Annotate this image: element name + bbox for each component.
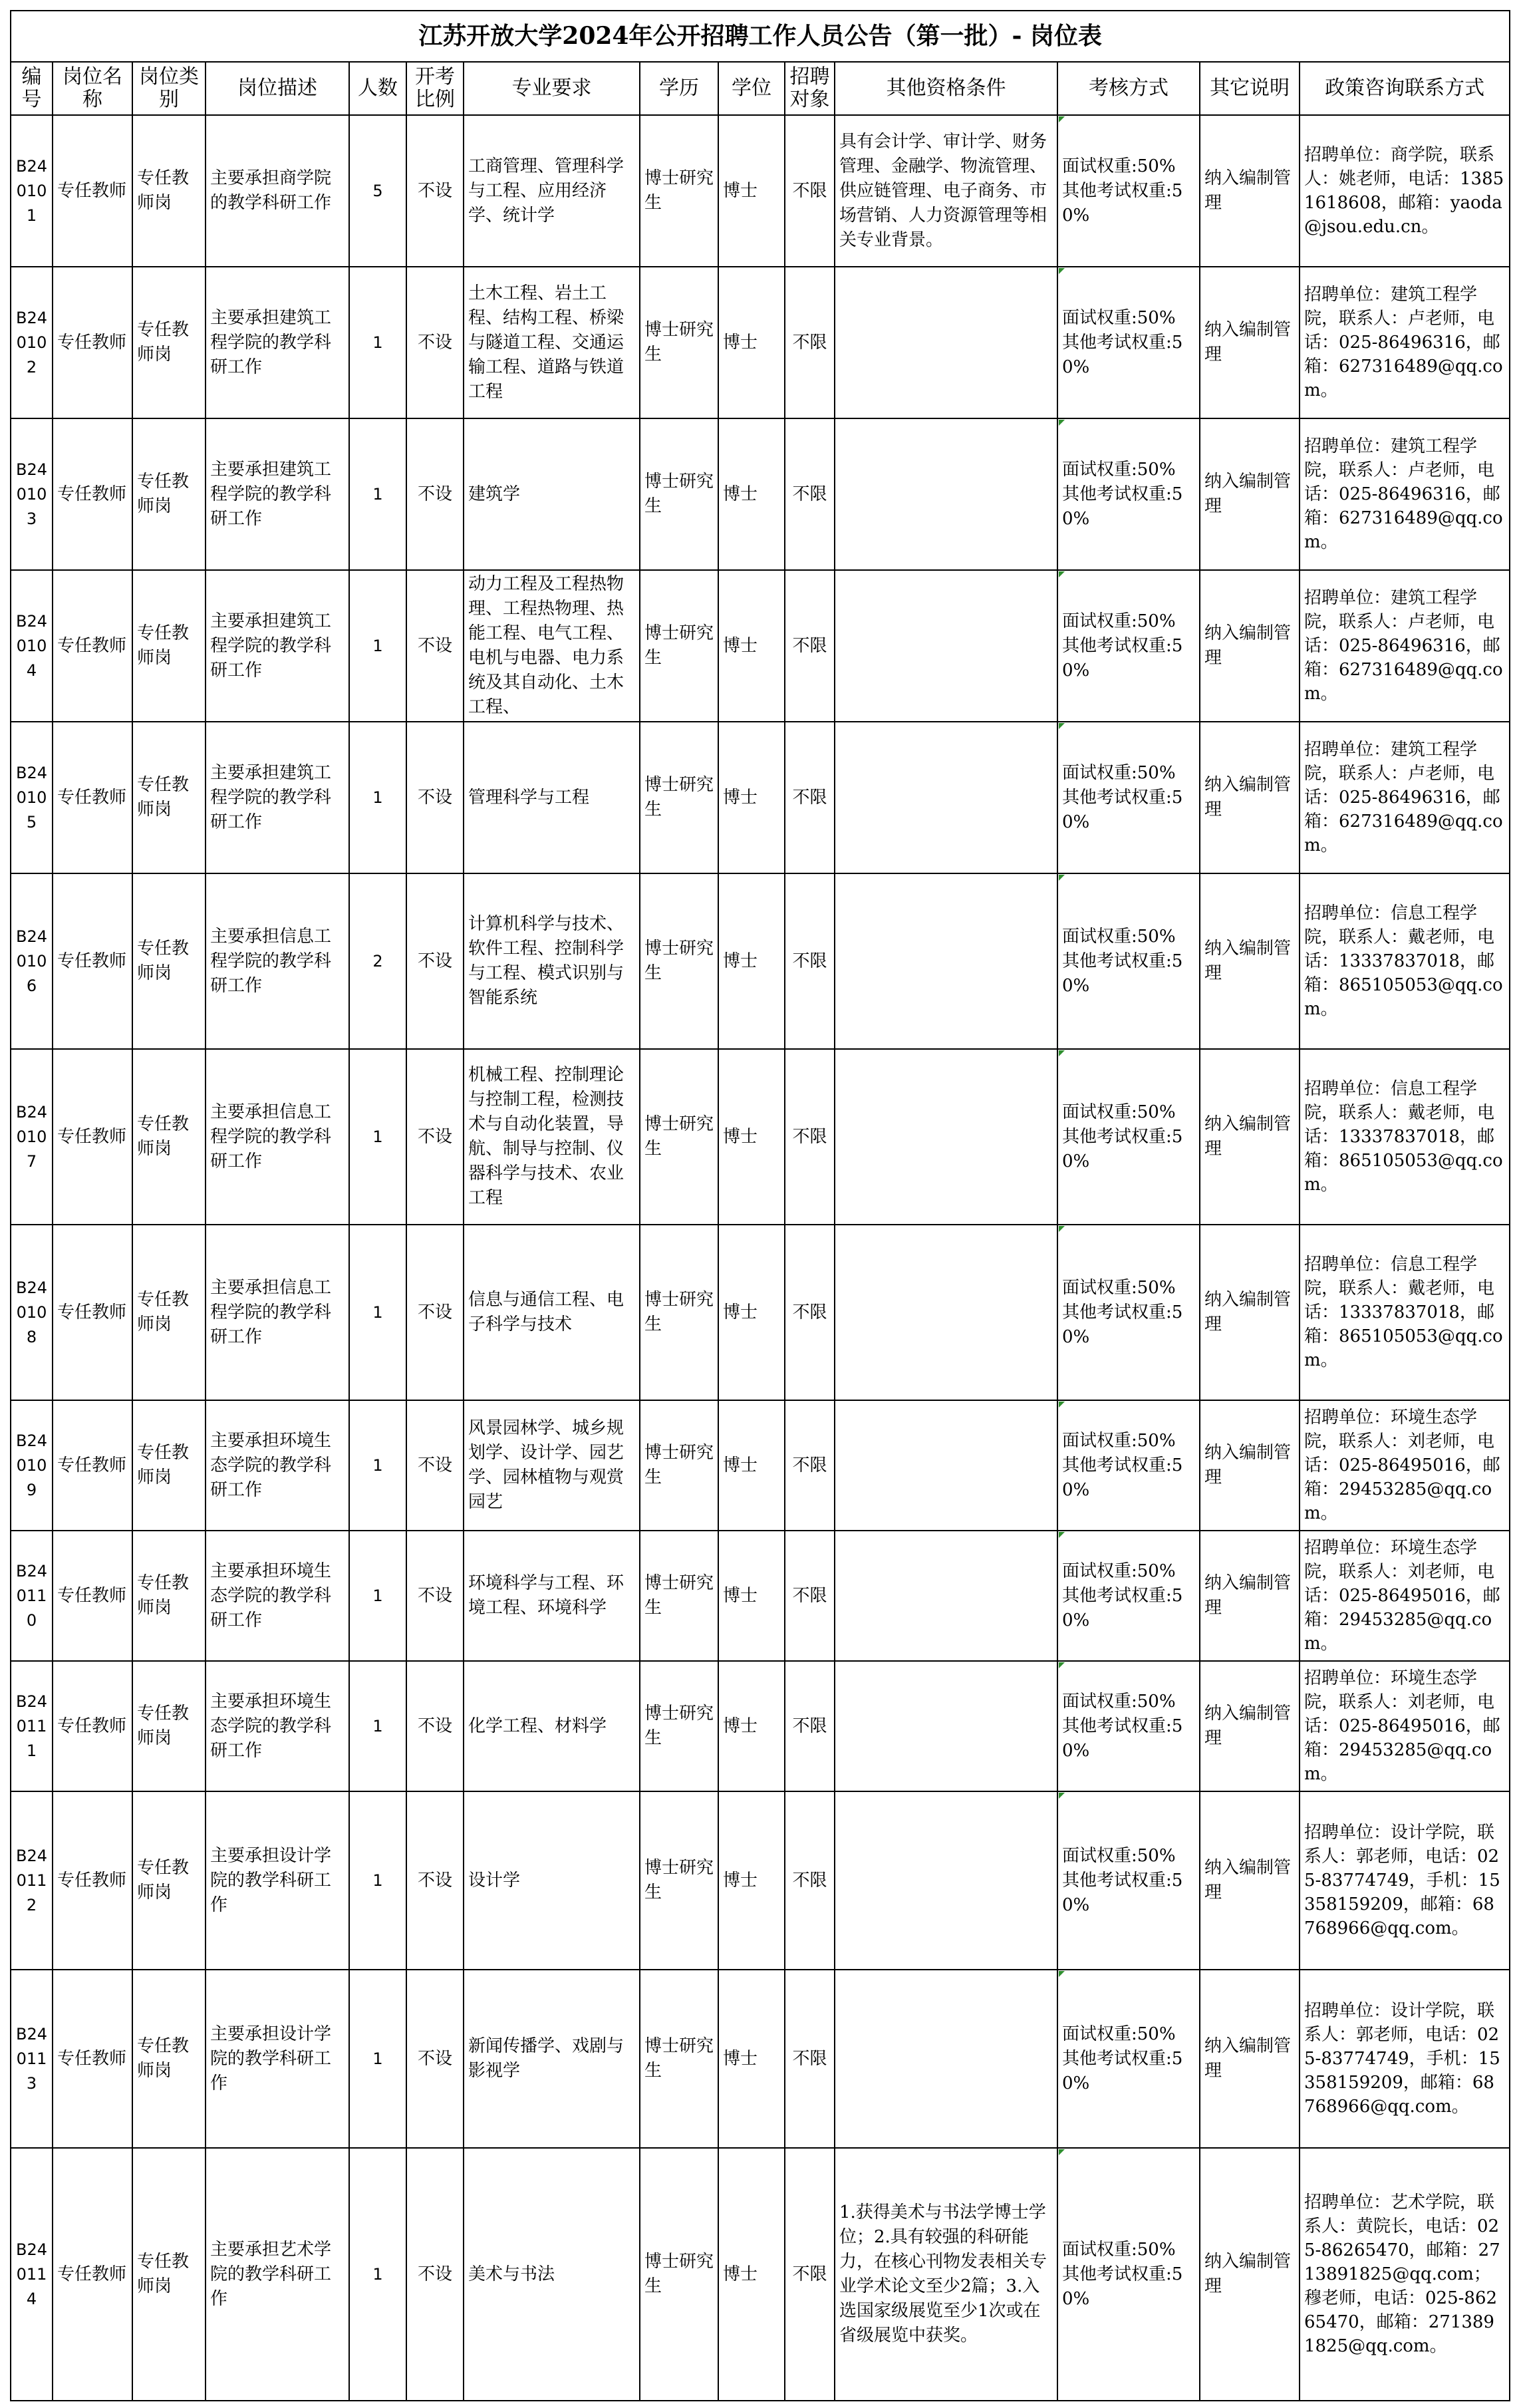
header-exam-method: 考核方式 xyxy=(1057,62,1200,115)
row-other-conditions-cell xyxy=(835,570,1057,722)
row-description-cell: 主要承担建筑工程学院的教学科研工作 xyxy=(206,267,349,418)
row-count-cell: 1 xyxy=(349,1970,406,2148)
row-note-cell: 纳入编制管理 xyxy=(1200,1400,1300,1531)
row-degree-cell: 博士 xyxy=(718,722,785,873)
row-count-cell: 1 xyxy=(349,1791,406,1970)
row-id-cell: B240104 xyxy=(11,570,53,722)
row-other-conditions-cell xyxy=(835,1661,1057,1791)
row-education-cell: 博士研究生 xyxy=(640,873,718,1049)
row-major-cell: 工商管理、管理科学与工程、应用经济学、统计学 xyxy=(464,115,640,267)
row-contact-cell: 招聘单位：环境生态学院，联系人：刘老师，电话：025-86495016，邮箱：29453285@qq.com。 xyxy=(1300,1400,1510,1531)
table-row xyxy=(11,1225,1510,1400)
header-description: 岗位描述 xyxy=(206,62,349,115)
row-degree-cell: 博士 xyxy=(718,418,785,570)
row-target-cell: 不限 xyxy=(785,722,835,873)
table-row xyxy=(11,570,1510,722)
header-row xyxy=(11,62,1510,115)
row-other-conditions-cell xyxy=(835,722,1057,873)
table-row xyxy=(11,1970,1510,2148)
row-count-cell: 1 xyxy=(349,722,406,873)
row-ratio-cell: 不设 xyxy=(406,115,464,267)
row-name-cell: 专任教师 xyxy=(53,115,132,267)
row-name-cell: 专任教师 xyxy=(53,1400,132,1531)
row-category-cell: 专任教师岗 xyxy=(132,2148,206,2401)
row-ratio-cell: 不设 xyxy=(406,1531,464,1661)
row-ratio-cell: 不设 xyxy=(406,1049,464,1225)
header-note: 其它说明 xyxy=(1200,62,1300,115)
row-name-cell: 专任教师 xyxy=(53,1661,132,1791)
table-row xyxy=(11,1049,1510,1225)
row-id-cell: B240108 xyxy=(11,1225,53,1400)
row-degree-cell: 博士 xyxy=(718,1225,785,1400)
row-description-cell: 主要承担商学院的教学科研工作 xyxy=(206,115,349,267)
row-contact-cell: 招聘单位：建筑工程学院，联系人：卢老师，电话：025-86496316，邮箱：627316489@qq.com。 xyxy=(1300,418,1510,570)
row-target-cell: 不限 xyxy=(785,1661,835,1791)
row-other-conditions-cell xyxy=(835,1531,1057,1661)
row-other-conditions-cell xyxy=(835,1225,1057,1400)
row-degree-cell: 博士 xyxy=(718,1661,785,1791)
table-row xyxy=(11,2148,1510,2401)
row-count-cell: 1 xyxy=(349,1661,406,1791)
row-id-cell: B240109 xyxy=(11,1400,53,1531)
row-id-cell: B240114 xyxy=(11,2148,53,2401)
header-education: 学历 xyxy=(640,62,718,115)
row-education-cell: 博士研究生 xyxy=(640,570,718,722)
job-position-table-sheet xyxy=(10,10,1509,2401)
header-target: 招聘对象 xyxy=(785,62,835,115)
row-degree-cell: 博士 xyxy=(718,570,785,722)
table-row xyxy=(11,267,1510,418)
row-count-cell: 1 xyxy=(349,418,406,570)
row-contact-cell: 招聘单位：建筑工程学院，联系人：卢老师，电话：025-86496316，邮箱：627316489@qq.com。 xyxy=(1300,267,1510,418)
row-category-cell: 专任教师岗 xyxy=(132,267,206,418)
row-id-cell: B240102 xyxy=(11,267,53,418)
row-degree-cell: 博士 xyxy=(718,1400,785,1531)
row-ratio-cell: 不设 xyxy=(406,873,464,1049)
row-category-cell: 专任教师岗 xyxy=(132,115,206,267)
row-exam-method-cell: 面试权重:50% 其他考试权重:50% xyxy=(1057,1791,1200,1970)
row-note-cell: 纳入编制管理 xyxy=(1200,570,1300,722)
row-other-conditions-cell xyxy=(835,418,1057,570)
row-name-cell: 专任教师 xyxy=(53,1531,132,1661)
table-row xyxy=(11,1791,1510,1970)
title-row xyxy=(11,11,1510,62)
page-title: 江苏开放大学2024年公开招聘工作人员公告（第一批）- 岗位表 xyxy=(11,11,1510,62)
row-description-cell: 主要承担设计学院的教学科研工作 xyxy=(206,1791,349,1970)
row-name-cell: 专任教师 xyxy=(53,570,132,722)
row-target-cell: 不限 xyxy=(785,418,835,570)
row-education-cell: 博士研究生 xyxy=(640,1049,718,1225)
row-degree-cell: 博士 xyxy=(718,1791,785,1970)
row-id-cell: B240103 xyxy=(11,418,53,570)
row-note-cell: 纳入编制管理 xyxy=(1200,1049,1300,1225)
row-note-cell: 纳入编制管理 xyxy=(1200,418,1300,570)
row-target-cell: 不限 xyxy=(785,1400,835,1531)
row-exam-method-cell: 面试权重:50% 其他考试权重:50% xyxy=(1057,1970,1200,2148)
row-id-cell: B240111 xyxy=(11,1661,53,1791)
row-note-cell: 纳入编制管理 xyxy=(1200,1791,1300,1970)
row-category-cell: 专任教师岗 xyxy=(132,722,206,873)
row-name-cell: 专任教师 xyxy=(53,1049,132,1225)
row-education-cell: 博士研究生 xyxy=(640,1400,718,1531)
row-name-cell: 专任教师 xyxy=(53,418,132,570)
table-row xyxy=(11,722,1510,873)
header-count: 人数 xyxy=(349,62,406,115)
row-id-cell: B240101 xyxy=(11,115,53,267)
row-exam-method-cell: 面试权重:50% 其他考试权重:50% xyxy=(1057,1225,1200,1400)
row-contact-cell: 招聘单位：设计学院，联系人：郭老师，电话：025-83774749，手机：15358159209，邮箱：68768966@qq.com。 xyxy=(1300,1791,1510,1970)
row-contact-cell: 招聘单位：设计学院，联系人：郭老师，电话：025-83774749，手机：15358159209，邮箱：68768966@qq.com。 xyxy=(1300,1970,1510,2148)
row-target-cell: 不限 xyxy=(785,1225,835,1400)
row-exam-method-cell: 面试权重:50% 其他考试权重:50% xyxy=(1057,722,1200,873)
row-degree-cell: 博士 xyxy=(718,873,785,1049)
row-id-cell: B240105 xyxy=(11,722,53,873)
row-id-cell: B240106 xyxy=(11,873,53,1049)
header-contact: 政策咨询联系方式 xyxy=(1300,62,1510,115)
row-count-cell: 1 xyxy=(349,267,406,418)
row-major-cell: 风景园林学、城乡规划学、设计学、园艺学、园林植物与观赏园艺 xyxy=(464,1400,640,1531)
row-count-cell: 1 xyxy=(349,1531,406,1661)
row-name-cell: 专任教师 xyxy=(53,1225,132,1400)
row-contact-cell: 招聘单位：信息工程学院，联系人：戴老师，电话：13337837018，邮箱：865105053@qq.com。 xyxy=(1300,1049,1510,1225)
row-id-cell: B240107 xyxy=(11,1049,53,1225)
row-degree-cell: 博士 xyxy=(718,1531,785,1661)
row-category-cell: 专任教师岗 xyxy=(132,570,206,722)
row-major-cell: 信息与通信工程、电子科学与技术 xyxy=(464,1225,640,1400)
row-exam-method-cell: 面试权重:50% 其他考试权重:50% xyxy=(1057,873,1200,1049)
row-description-cell: 主要承担环境生态学院的教学科研工作 xyxy=(206,1661,349,1791)
header-other-conditions: 其他资格条件 xyxy=(835,62,1057,115)
row-target-cell: 不限 xyxy=(785,115,835,267)
row-other-conditions-cell xyxy=(835,267,1057,418)
row-degree-cell: 博士 xyxy=(718,1970,785,2148)
row-education-cell: 博士研究生 xyxy=(640,1791,718,1970)
row-ratio-cell: 不设 xyxy=(406,1970,464,2148)
row-description-cell: 主要承担信息工程学院的教学科研工作 xyxy=(206,1225,349,1400)
row-exam-method-cell: 面试权重:50% 其他考试权重:50% xyxy=(1057,1661,1200,1791)
row-exam-method-cell: 面试权重:50% 其他考试权重:50% xyxy=(1057,1400,1200,1531)
row-category-cell: 专任教师岗 xyxy=(132,418,206,570)
header-position-name: 岗位名称 xyxy=(53,62,132,115)
row-major-cell: 化学工程、材料学 xyxy=(464,1661,640,1791)
row-target-cell: 不限 xyxy=(785,267,835,418)
table-row xyxy=(11,873,1510,1049)
row-contact-cell: 招聘单位：环境生态学院，联系人：刘老师，电话：025-86495016，邮箱：29453285@qq.com。 xyxy=(1300,1531,1510,1661)
row-count-cell: 1 xyxy=(349,1225,406,1400)
row-major-cell: 设计学 xyxy=(464,1791,640,1970)
row-target-cell: 不限 xyxy=(785,570,835,722)
row-other-conditions-cell: 具有会计学、审计学、财务管理、金融学、物流管理、供应链管理、电子商务、市场营销、人力资源管理等相关专业背景。 xyxy=(835,115,1057,267)
row-major-cell: 管理科学与工程 xyxy=(464,722,640,873)
row-degree-cell: 博士 xyxy=(718,1049,785,1225)
row-ratio-cell: 不设 xyxy=(406,418,464,570)
row-name-cell: 专任教师 xyxy=(53,1970,132,2148)
row-target-cell: 不限 xyxy=(785,1049,835,1225)
row-name-cell: 专任教师 xyxy=(53,267,132,418)
row-category-cell: 专任教师岗 xyxy=(132,1049,206,1225)
row-education-cell: 博士研究生 xyxy=(640,1225,718,1400)
row-category-cell: 专任教师岗 xyxy=(132,1970,206,2148)
row-exam-method-cell: 面试权重:50% 其他考试权重:50% xyxy=(1057,115,1200,267)
row-major-cell: 美术与书法 xyxy=(464,2148,640,2401)
row-ratio-cell: 不设 xyxy=(406,1661,464,1791)
row-description-cell: 主要承担建筑工程学院的教学科研工作 xyxy=(206,570,349,722)
row-major-cell: 环境科学与工程、环境工程、环境科学 xyxy=(464,1531,640,1661)
row-ratio-cell: 不设 xyxy=(406,570,464,722)
row-contact-cell: 招聘单位：建筑工程学院，联系人：卢老师，电话：025-86496316，邮箱：627316489@qq.com。 xyxy=(1300,722,1510,873)
row-note-cell: 纳入编制管理 xyxy=(1200,115,1300,267)
row-exam-method-cell: 面试权重:50% 其他考试权重:50% xyxy=(1057,570,1200,722)
row-ratio-cell: 不设 xyxy=(406,267,464,418)
row-other-conditions-cell xyxy=(835,1049,1057,1225)
row-note-cell: 纳入编制管理 xyxy=(1200,722,1300,873)
row-contact-cell: 招聘单位：信息工程学院，联系人：戴老师，电话：13337837018，邮箱：865105053@qq.com。 xyxy=(1300,873,1510,1049)
row-note-cell: 纳入编制管理 xyxy=(1200,267,1300,418)
row-other-conditions-cell xyxy=(835,1791,1057,1970)
row-category-cell: 专任教师岗 xyxy=(132,1791,206,1970)
row-category-cell: 专任教师岗 xyxy=(132,1225,206,1400)
row-contact-cell: 招聘单位：艺术学院，联系人：黄院长，电话：025-86265470，邮箱：2713891825@qq.com；穆老师，电话：025-86265470，邮箱：2713891825@qq.com。 xyxy=(1300,2148,1510,2401)
header-major: 专业要求 xyxy=(464,62,640,115)
table-row xyxy=(11,115,1510,267)
job-position-table xyxy=(10,10,1510,2401)
table-row xyxy=(11,1661,1510,1791)
row-name-cell: 专任教师 xyxy=(53,2148,132,2401)
row-major-cell: 动力工程及工程热物理、工程热物理、热能工程、电气工程、电机与电器、电力系统及其自动化、土木工程、 xyxy=(464,570,640,722)
row-contact-cell: 招聘单位：信息工程学院，联系人：戴老师，电话：13337837018，邮箱：865105053@qq.com。 xyxy=(1300,1225,1510,1400)
row-note-cell: 纳入编制管理 xyxy=(1200,873,1300,1049)
row-education-cell: 博士研究生 xyxy=(640,2148,718,2401)
row-exam-method-cell: 面试权重:50% 其他考试权重:50% xyxy=(1057,418,1200,570)
row-target-cell: 不限 xyxy=(785,1531,835,1661)
row-description-cell: 主要承担信息工程学院的教学科研工作 xyxy=(206,1049,349,1225)
row-count-cell: 1 xyxy=(349,1400,406,1531)
row-other-conditions-cell: 1.获得美术与书法学博士学位；2.具有较强的科研能力，在核心刊物发表相关专业学术论文至少2篇；3.入选国家级展览至少1次或在省级展览中获奖。 xyxy=(835,2148,1057,2401)
row-target-cell: 不限 xyxy=(785,2148,835,2401)
row-ratio-cell: 不设 xyxy=(406,722,464,873)
row-name-cell: 专任教师 xyxy=(53,873,132,1049)
row-contact-cell: 招聘单位：建筑工程学院，联系人：卢老师，电话：025-86496316，邮箱：627316489@qq.com。 xyxy=(1300,570,1510,722)
row-other-conditions-cell xyxy=(835,1970,1057,2148)
header-id: 编号 xyxy=(11,62,53,115)
row-target-cell: 不限 xyxy=(785,873,835,1049)
row-major-cell: 新闻传播学、戏剧与影视学 xyxy=(464,1970,640,2148)
row-description-cell: 主要承担艺术学院的教学科研工作 xyxy=(206,2148,349,2401)
row-count-cell: 1 xyxy=(349,570,406,722)
row-major-cell: 机械工程、控制理论与控制工程，检测技术与自动化装置，导航、制导与控制、仪器科学与技术、农业工程 xyxy=(464,1049,640,1225)
row-ratio-cell: 不设 xyxy=(406,1791,464,1970)
row-education-cell: 博士研究生 xyxy=(640,722,718,873)
row-id-cell: B240113 xyxy=(11,1970,53,2148)
row-count-cell: 1 xyxy=(349,2148,406,2401)
row-name-cell: 专任教师 xyxy=(53,1791,132,1970)
row-exam-method-cell: 面试权重:50% 其他考试权重:50% xyxy=(1057,2148,1200,2401)
row-category-cell: 专任教师岗 xyxy=(132,1531,206,1661)
row-ratio-cell: 不设 xyxy=(406,1225,464,1400)
row-education-cell: 博士研究生 xyxy=(640,115,718,267)
row-note-cell: 纳入编制管理 xyxy=(1200,2148,1300,2401)
row-description-cell: 主要承担设计学院的教学科研工作 xyxy=(206,1970,349,2148)
row-category-cell: 专任教师岗 xyxy=(132,873,206,1049)
row-name-cell: 专任教师 xyxy=(53,722,132,873)
row-exam-method-cell: 面试权重:50% 其他考试权重:50% xyxy=(1057,1531,1200,1661)
table-row xyxy=(11,1400,1510,1531)
row-category-cell: 专任教师岗 xyxy=(132,1400,206,1531)
row-exam-method-cell: 面试权重:50% 其他考试权重:50% xyxy=(1057,267,1200,418)
row-id-cell: B240112 xyxy=(11,1791,53,1970)
header-degree: 学位 xyxy=(718,62,785,115)
row-contact-cell: 招聘单位：商学院，联系人：姚老师，电话：13851618608，邮箱：yaoda@jsou.edu.cn。 xyxy=(1300,115,1510,267)
row-major-cell: 建筑学 xyxy=(464,418,640,570)
row-description-cell: 主要承担建筑工程学院的教学科研工作 xyxy=(206,418,349,570)
row-degree-cell: 博士 xyxy=(718,2148,785,2401)
row-education-cell: 博士研究生 xyxy=(640,418,718,570)
row-target-cell: 不限 xyxy=(785,1970,835,2148)
row-exam-method-cell: 面试权重:50% 其他考试权重:50% xyxy=(1057,1049,1200,1225)
row-major-cell: 计算机科学与技术、软件工程、控制科学与工程、模式识别与智能系统 xyxy=(464,873,640,1049)
header-position-category: 岗位类别 xyxy=(132,62,206,115)
row-education-cell: 博士研究生 xyxy=(640,1661,718,1791)
row-ratio-cell: 不设 xyxy=(406,1400,464,1531)
row-target-cell: 不限 xyxy=(785,1791,835,1970)
header-ratio: 开考比例 xyxy=(406,62,464,115)
row-note-cell: 纳入编制管理 xyxy=(1200,1225,1300,1400)
row-count-cell: 1 xyxy=(349,1049,406,1225)
row-description-cell: 主要承担信息工程学院的教学科研工作 xyxy=(206,873,349,1049)
row-id-cell: B240110 xyxy=(11,1531,53,1661)
row-education-cell: 博士研究生 xyxy=(640,1970,718,2148)
table-row xyxy=(11,1531,1510,1661)
row-degree-cell: 博士 xyxy=(718,115,785,267)
row-note-cell: 纳入编制管理 xyxy=(1200,1531,1300,1661)
row-other-conditions-cell xyxy=(835,1400,1057,1531)
row-count-cell: 5 xyxy=(349,115,406,267)
row-category-cell: 专任教师岗 xyxy=(132,1661,206,1791)
row-description-cell: 主要承担建筑工程学院的教学科研工作 xyxy=(206,722,349,873)
row-degree-cell: 博士 xyxy=(718,267,785,418)
row-description-cell: 主要承担环境生态学院的教学科研工作 xyxy=(206,1531,349,1661)
row-count-cell: 2 xyxy=(349,873,406,1049)
row-ratio-cell: 不设 xyxy=(406,2148,464,2401)
row-education-cell: 博士研究生 xyxy=(640,1531,718,1661)
row-education-cell: 博士研究生 xyxy=(640,267,718,418)
row-description-cell: 主要承担环境生态学院的教学科研工作 xyxy=(206,1400,349,1531)
row-other-conditions-cell xyxy=(835,873,1057,1049)
row-note-cell: 纳入编制管理 xyxy=(1200,1661,1300,1791)
row-note-cell: 纳入编制管理 xyxy=(1200,1970,1300,2148)
row-contact-cell: 招聘单位：环境生态学院，联系人：刘老师，电话：025-86495016，邮箱：29453285@qq.com。 xyxy=(1300,1661,1510,1791)
table-row xyxy=(11,418,1510,570)
row-major-cell: 土木工程、岩土工程、结构工程、桥梁与隧道工程、交通运输工程、道路与铁道工程 xyxy=(464,267,640,418)
